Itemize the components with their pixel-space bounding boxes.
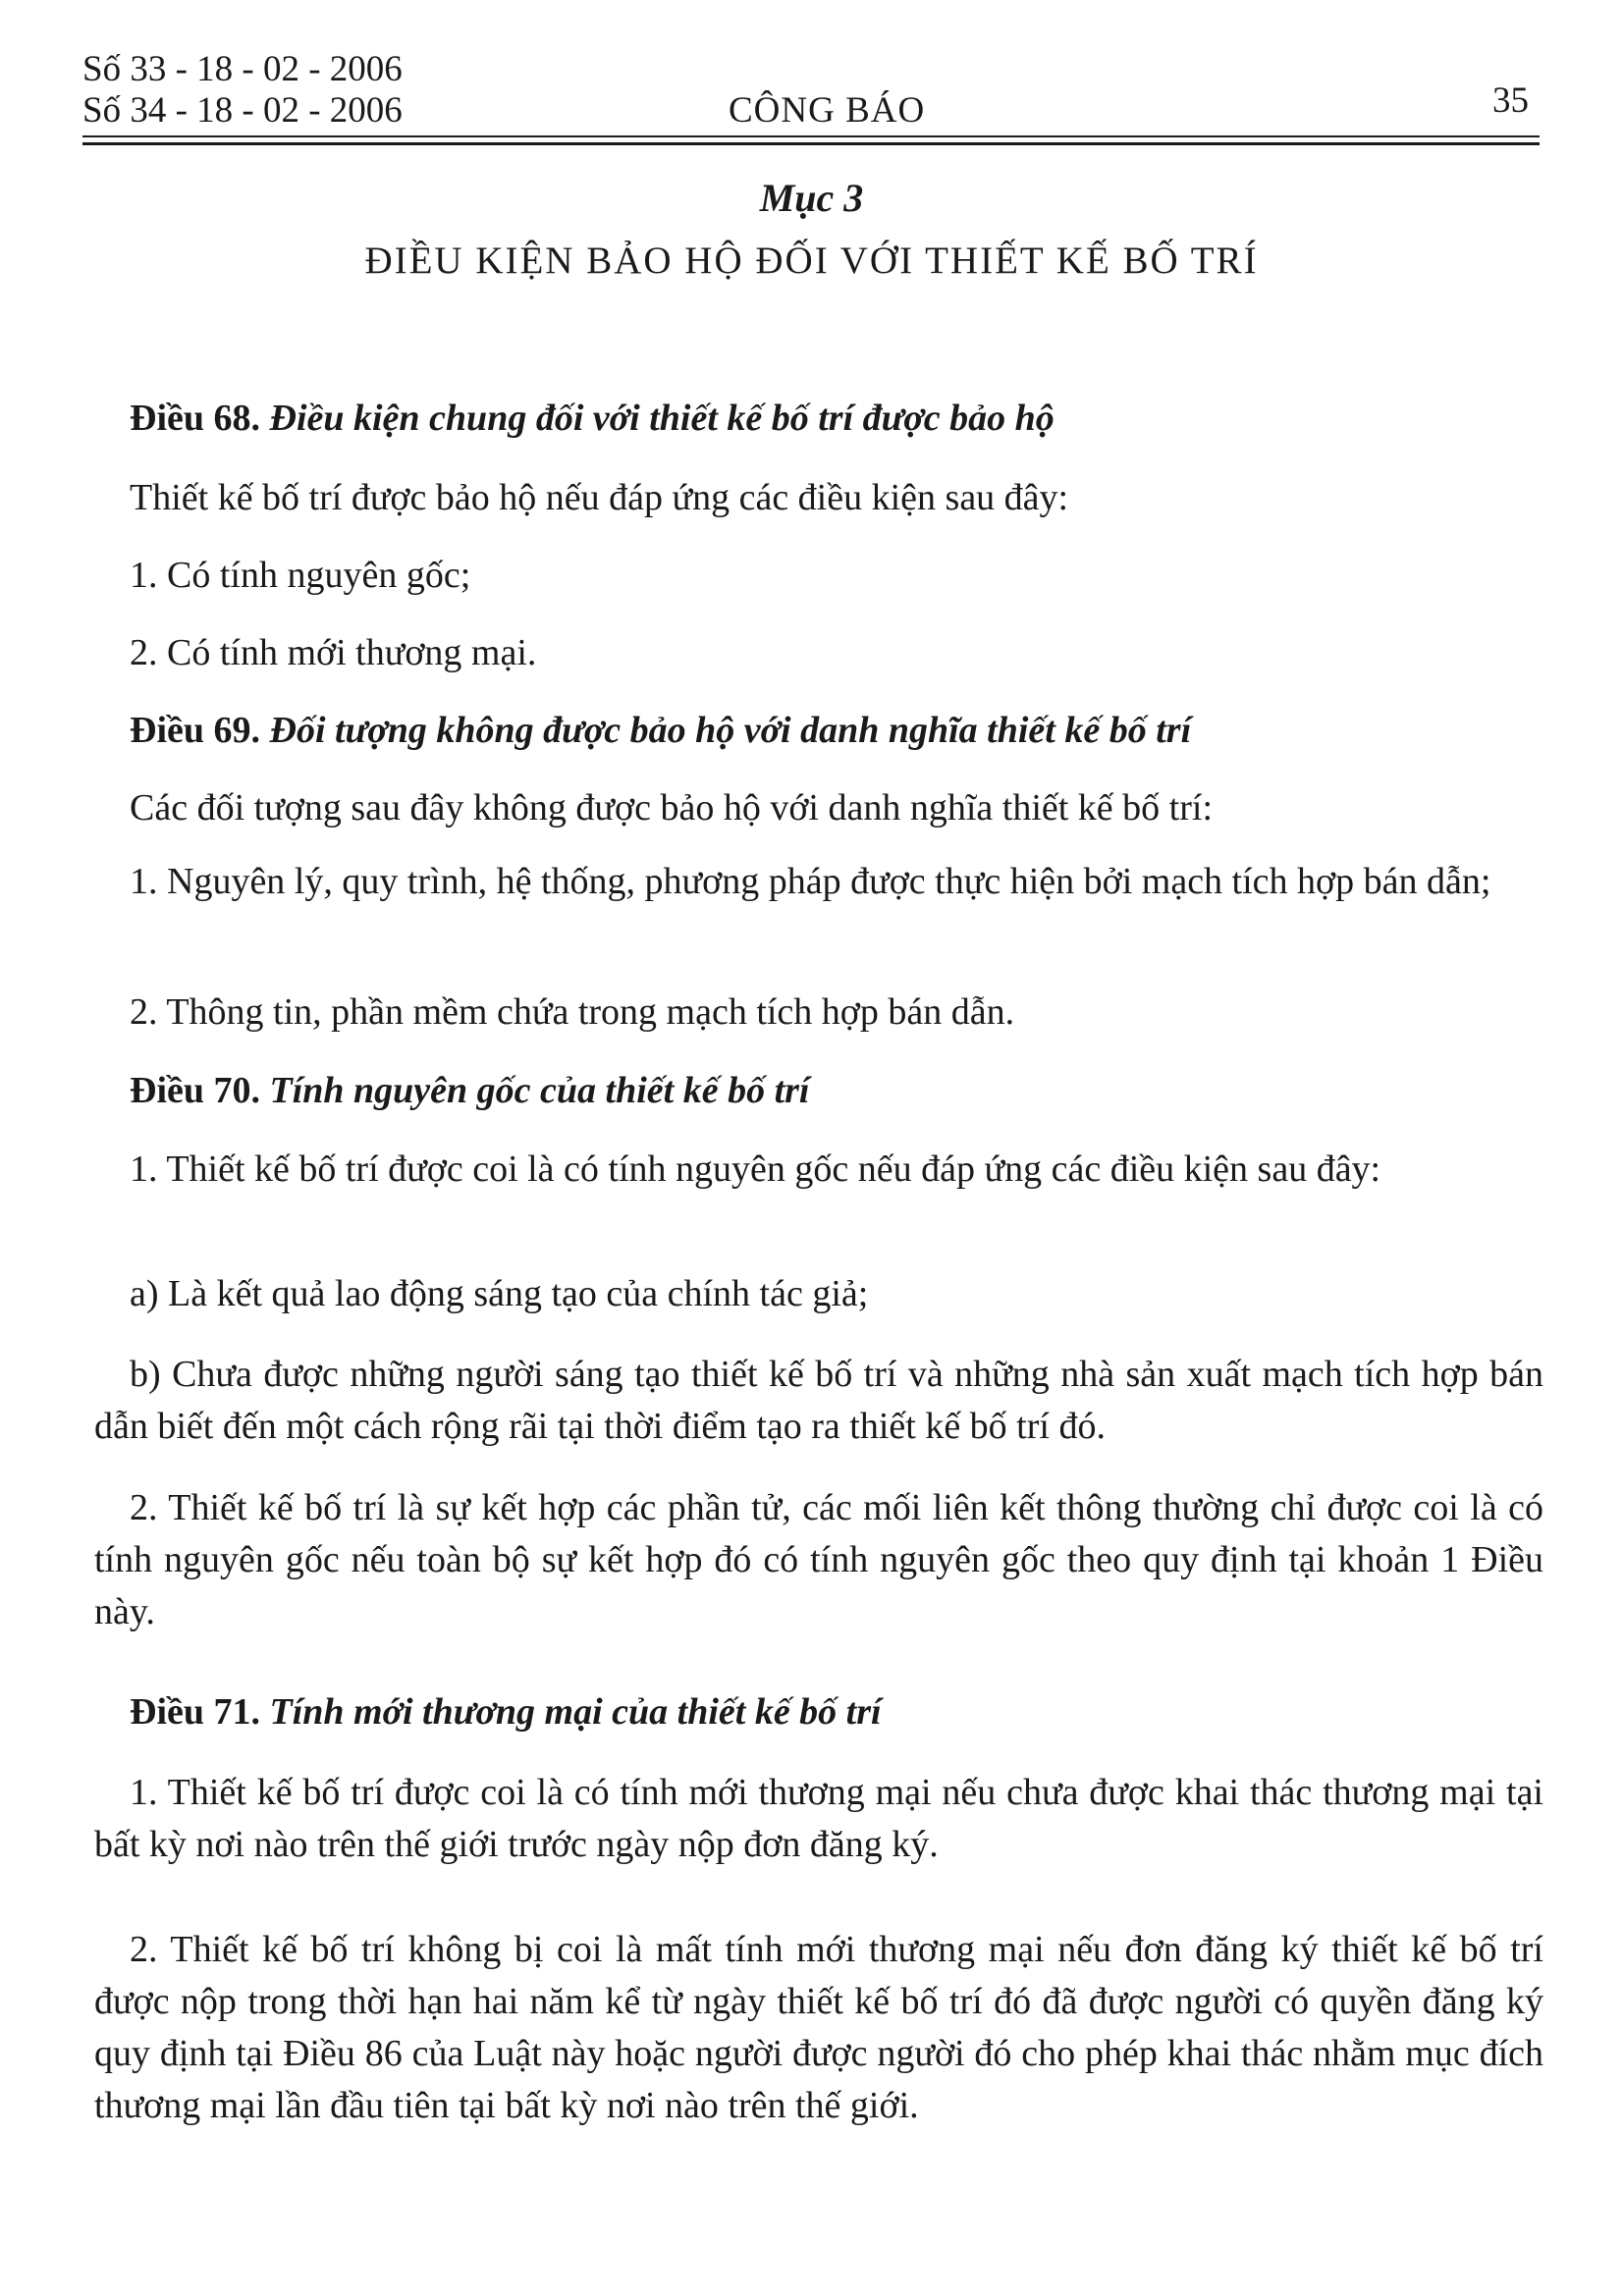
paragraph: b) Chưa được những người sáng tạo thiết kế bố trí và những nhà sản xuất mạch tích hợp bán dẫn biết đến một cách rộng rãi tại thời điểm tạo ra thiết kế bố trí đó. xyxy=(94,1354,1543,1447)
paragraph: 1. Có tính nguyên gốc; xyxy=(130,555,471,596)
section-title: ĐIỀU KIỆN BẢO HỘ ĐỐI VỚI THIẾT KẾ BỐ TRÍ xyxy=(364,240,1259,282)
header-rule-thick xyxy=(82,142,1540,145)
article-title: Tính mới thương mại của thiết kế bố trí xyxy=(269,1691,882,1733)
article-number: Điều 68. xyxy=(130,398,260,439)
paragraph: 2. Thông tin, phần mềm chứa trong mạch tích hợp bán dẫn. xyxy=(130,991,1015,1033)
paragraph: a) Là kết quả lao động sáng tạo của chính tác giả; xyxy=(130,1273,869,1314)
article-68-heading xyxy=(130,393,1579,445)
issue-number-line-1: Số 33 - 18 - 02 - 2006 xyxy=(82,49,403,89)
paragraph: Các đối tượng sau đây không được bảo hộ với danh nghĩa thiết kế bố trí: xyxy=(130,787,1214,828)
paragraph: 2. Có tính mới thương mại. xyxy=(130,632,537,673)
paragraph: Thiết kế bố trí được bảo hộ nếu đáp ứng các điều kiện sau đây: xyxy=(130,477,1069,518)
publication-title: CÔNG BÁO xyxy=(729,90,926,131)
article-title: Đối tượng không được bảo hộ với danh nghĩa thiết kế bố trí xyxy=(269,710,1192,751)
paragraph: 1. Thiết kế bố trí được coi là có tính nguyên gốc nếu đáp ứng các điều kiện sau đây: xyxy=(130,1148,1381,1190)
paragraph: 2. Thiết kế bố trí không bị coi là mất tính mới thương mại nếu đơn đăng ký thiết kế bố trí được nộp trong thời hạn hai năm kể từ ngày thiết kế bố trí đó đã được người có quyền đăng ký quy định tại Điều 86 của Luật này hoặc người được người đó cho phép khai thác nhằm mục đích thương mại lần đầu tiên tại bất kỳ nơi nào trên thế giới. xyxy=(94,1929,1543,2126)
article-number: Điều 70. xyxy=(130,1070,260,1111)
page-number: 35 xyxy=(1492,80,1529,121)
article-70-heading xyxy=(130,1065,1579,1117)
issue-number-line-2: Số 34 - 18 - 02 - 2006 xyxy=(82,90,403,131)
article-number: Điều 69. xyxy=(130,710,260,751)
article-title: Điều kiện chung đối với thiết kế bố trí được bảo hộ xyxy=(269,398,1055,439)
header-rule-thin xyxy=(82,135,1540,137)
section-number: Mục 3 xyxy=(759,176,864,220)
paragraph: 1. Nguyên lý, quy trình, hệ thống, phương pháp được thực hiện bởi mạch tích hợp bán dẫn; xyxy=(130,861,1491,902)
article-title: Tính nguyên gốc của thiết kế bố trí xyxy=(269,1070,810,1111)
paragraph: 1. Thiết kế bố trí được coi là có tính mới thương mại nếu chưa được khai thác thương mại tại bất kỳ nơi nào trên thế giới trước ngày nộp đơn đăng ký. xyxy=(94,1772,1543,1865)
article-69-heading xyxy=(130,705,1579,757)
paragraph: 2. Thiết kế bố trí là sự kết hợp các phần tử, các mối liên kết thông thường chỉ được coi là có tính nguyên gốc nếu toàn bộ sự kết hợp đó có tính nguyên gốc theo quy định tại khoản 1 Điều này. xyxy=(94,1487,1543,1632)
article-71-heading xyxy=(130,1686,1579,1738)
article-number: Điều 71. xyxy=(130,1691,260,1733)
